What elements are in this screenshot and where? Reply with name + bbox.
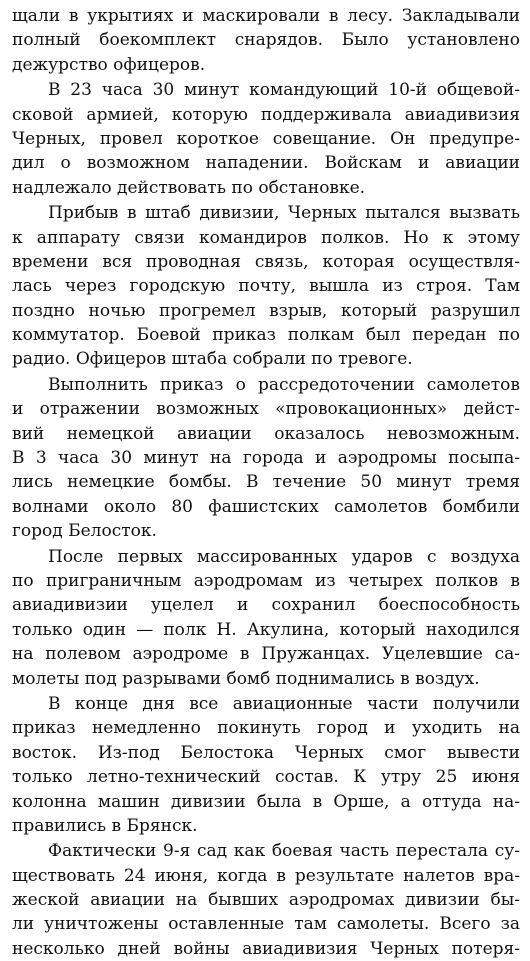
- text-line: на полевом аэродроме в Пружанцах. Уцелевшие са-: [12, 644, 520, 665]
- paragraph-7: [12, 839, 520, 961]
- text-line: После первых массированных ударов с воздуха: [48, 546, 520, 567]
- text-line: дил о возможном нападении. Войскам и авиации: [12, 153, 520, 174]
- text-line: Прибыв в штаб дивизии, Черных пытался вызвать: [48, 203, 520, 224]
- text-line: молеты под разрывами бомб поднимались в воздух.: [12, 668, 480, 689]
- text-line: Черных, провел короткое совещание. Он предупре-: [12, 128, 520, 149]
- text-line: и отражении возможных «провокационных» дейст-: [12, 399, 520, 420]
- text-line: В конце дня все авиационные части получили: [48, 693, 520, 714]
- text-line: коммутатор. Боевой приказ полкам был передан по: [12, 325, 520, 346]
- paragraph-1: [12, 4, 520, 77]
- text-line: город Белосток.: [12, 521, 157, 542]
- text-line: дежурство офицеров.: [12, 54, 206, 75]
- paragraph-5: [12, 545, 520, 691]
- paragraph-6: [12, 692, 520, 838]
- text-line: восток. Из-под Белостока Черных смог вывести: [12, 742, 520, 763]
- text-line: ли уничтожены оставленные там самолеты. Всего за: [12, 914, 520, 935]
- text-line: приказ немедленно покинуть город и уходить на: [12, 718, 520, 739]
- text-line: по приграничным аэродромам из четырех полков в: [12, 570, 520, 591]
- text-line: надлежало действовать по обстановке.: [12, 177, 366, 198]
- text-line: поздно ночью прогремел взрыв, который разрушил: [12, 300, 520, 321]
- paragraph-3: [12, 201, 520, 372]
- text-line: правились в Брянск.: [12, 815, 198, 836]
- text-line: сковой армией, которую поддерживала авиадивизия: [12, 104, 520, 125]
- text-line: несколько дней войны авиадивизия Черных потеря-: [12, 938, 520, 959]
- text-line: щали в укрытиях и маскировали в лесу. Закладывали: [12, 6, 520, 26]
- text-line: ществовать 24 июня, когда в результате налетов вра-: [12, 865, 520, 886]
- text-line: Выполнить приказ о рассредоточении самолетов: [48, 374, 520, 395]
- text-line: жеской авиации на бывших аэродромах дивизии бы-: [12, 890, 520, 911]
- text-line: только один — полк Н. Акулина, который находился: [12, 619, 520, 640]
- text-line: В 23 часа 30 минут командующий 10-й общевой-: [48, 80, 520, 101]
- text-line: авиадивизии уцелел и сохранил боеспособность: [12, 595, 520, 616]
- text-line: полный боекомплект снарядов. Было установлено: [12, 30, 520, 51]
- paragraph-2: [12, 78, 520, 200]
- text-line: лась через городскую почту, вышла из строя. Там: [12, 276, 520, 297]
- text-line: В 3 часа 30 минут на города и аэродромы посыпа-: [12, 448, 520, 469]
- text-line: волнами около 80 фашистских самолетов бомбили: [12, 496, 520, 517]
- text-line: времени вся проводная связь, которая осуществля-: [12, 251, 520, 272]
- text-line: лись немецкие бомбы. В течение 50 минут тремя: [12, 472, 520, 493]
- text-line: Фактически 9-я сад как боевая часть перестала су-: [48, 841, 520, 862]
- text-line: радио. Офицеров штаба собрали по тревоге.: [12, 349, 413, 370]
- text-line: только летно-технический состав. К утру 25 июня: [12, 767, 520, 788]
- text-line: колонна машин дивизии была в Орше, а оттуда на-: [12, 791, 520, 812]
- text-line: вий немецкой авиации оказалось невозможным.: [12, 423, 520, 444]
- text-line: к аппарату связи командиров полков. Но к этому: [12, 227, 520, 248]
- paragraph-4: [12, 373, 520, 544]
